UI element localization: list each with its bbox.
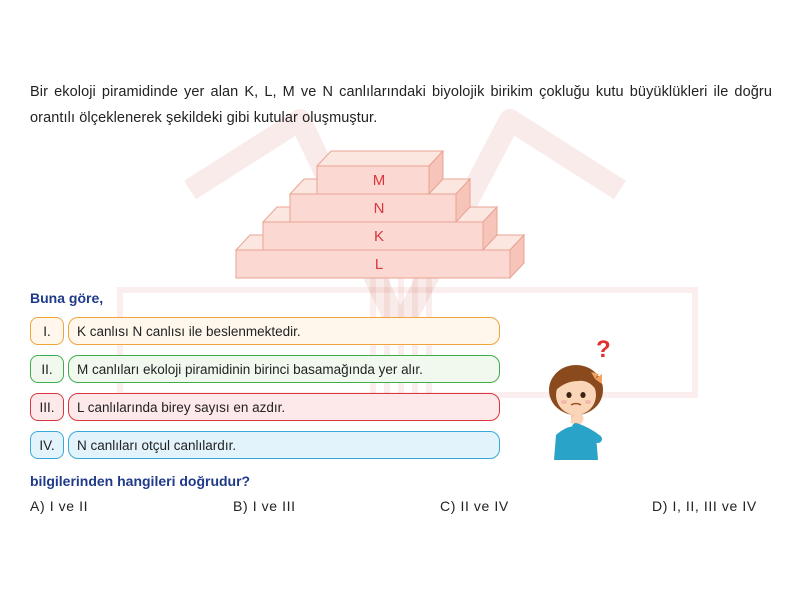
box-l-face: [236, 250, 510, 278]
answer-d[interactable]: D) I, II, III ve IV: [652, 498, 757, 514]
statement-number: III.: [30, 393, 64, 421]
statement-text: M canlıları ekoloji piramidinin birinci basamağında yer alır.: [68, 355, 500, 383]
statement-text: K canlısı N canlısı ile beslenmektedir.: [68, 317, 500, 345]
lead-in: Buna göre,: [30, 290, 104, 306]
box-m-top: [317, 151, 443, 166]
level-label-m: M: [372, 172, 386, 189]
statement-number: II.: [30, 355, 64, 383]
level-label-l: L: [374, 256, 384, 273]
thinking-girl-illustration: [540, 335, 620, 460]
statement-number: IV.: [30, 431, 64, 459]
answer-b[interactable]: B) I ve III: [233, 498, 296, 514]
answer-c[interactable]: C) II ve IV: [440, 498, 509, 514]
question-text: Bir ekoloji piramidinde yer alan K, L, M ve N canlılarındaki biyolojik birikim çokluğu kutu büyüklükleri ile doğru orantılı ölçeklenerek şekildeki gibi kutular oluşmuştur.: [30, 84, 772, 126]
statement-number: I.: [30, 317, 64, 345]
level-label-n: N: [373, 200, 385, 217]
level-label-k: K: [373, 228, 385, 245]
statement-text: N canlıları otçul canlılardır.: [68, 431, 500, 459]
statement-text: L canlılarında birey sayısı en azdır.: [68, 393, 500, 421]
question-mark-icon: ?: [596, 336, 611, 363]
question-prompt: bilgilerinden hangileri doğrudur?: [30, 473, 251, 489]
answer-a[interactable]: A) I ve II: [30, 498, 89, 514]
